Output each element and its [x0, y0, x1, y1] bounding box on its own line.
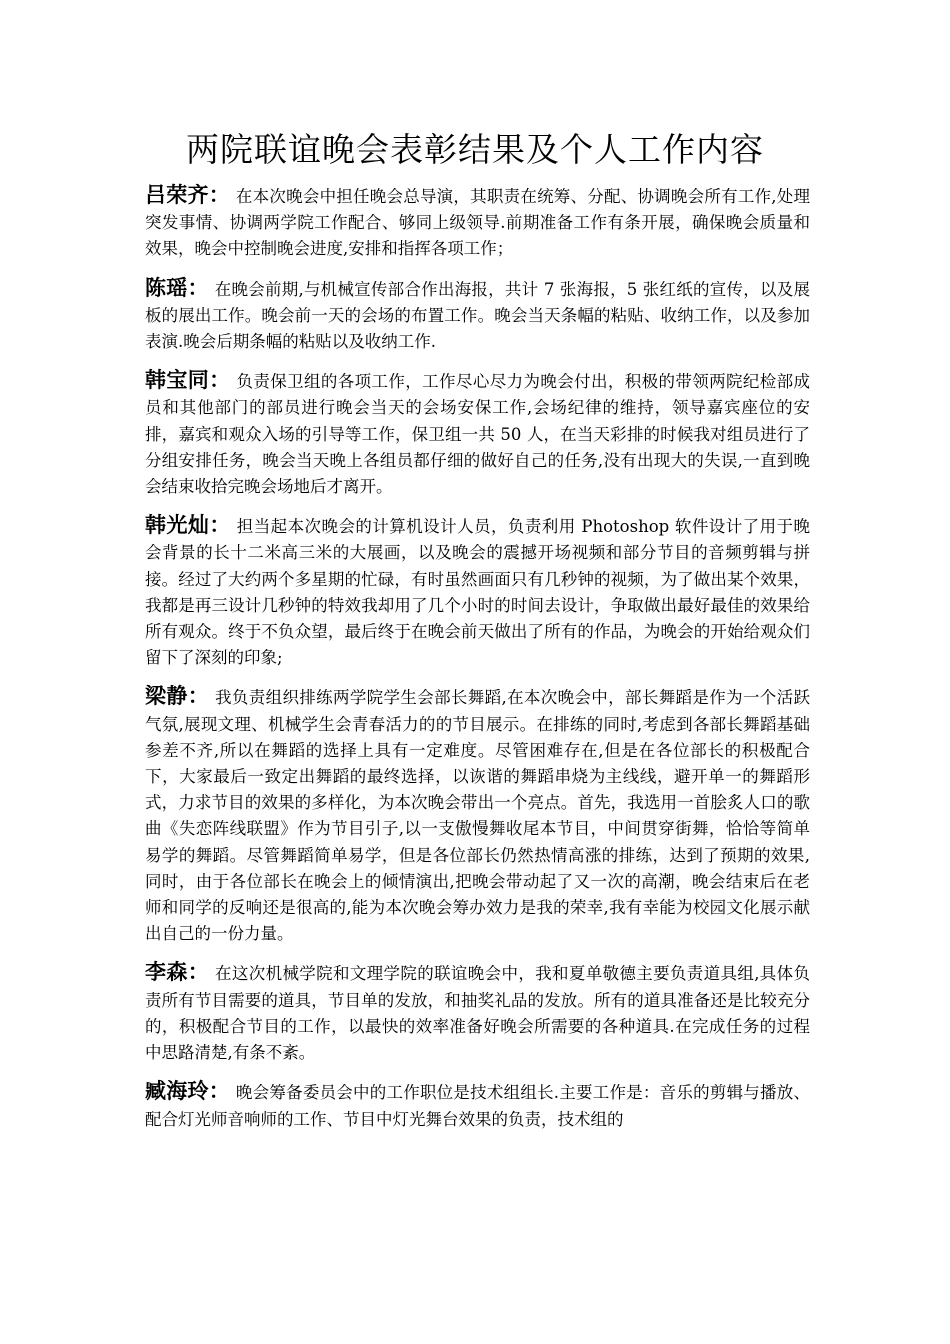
document-title: 两院联谊晚会表彰结果及个人工作内容 — [186, 130, 764, 169]
entry-name: 吕荣齐： — [145, 183, 230, 207]
entry-name: 韩宝同： — [145, 368, 231, 393]
entry-text: 在这次机械学院和文理学院的联谊晚会中，我和夏单敬德主要负责道具组,具体负责所有节目需要的道具，节目单的发放，和抽奖礼品的发放。所有的道具准备还是比较充分的，积极配合节目的工作，以最快的效率准备好晚会所需要的各种道具.在完成任务的过程中思路清楚,有条不紊。 — [145, 964, 810, 1063]
entry-text: 在晚会前期,与机械宣传部合作出海报，共计 7 张海报，5 张红纸的宣传，以及展板的展出工作。晚会前一天的会场的布置工作。晚会当天条幅的粘贴、收纳工作，以及参加表演.晚会后期条幅的粘贴以及收纳工作. — [145, 279, 810, 352]
entry-chen-yao — [145, 275, 810, 356]
entry-han-baotong — [145, 367, 810, 500]
entry-name: 臧海玲： — [145, 1079, 230, 1104]
entry-text: 负责保卫组的各项工作，工作尽心尽力为晚会付出，积极的带领两院纪检部成员和其他部门的部员进行晚会当天的会场安保工作,会场纪律的维持，领导嘉宾座位的安排，嘉宾和观众入场的引导等工作，保卫组一共 50 人，在当天彩排的时候我对组员进行了分组安排任务，晚会当天晚上各组员都仔细的做好自己的任务,没有出现大的失误,一直到晚会结束收拾完晚会场地后才离开。 — [145, 372, 811, 497]
entry-zang-hailing — [145, 1078, 810, 1132]
document-body — [145, 182, 810, 1145]
entry-name: 李森： — [145, 960, 210, 985]
entry-name: 韩光灿： — [145, 513, 231, 538]
entry-liang-jing — [145, 683, 810, 947]
entry-name: 陈瑶： — [145, 275, 209, 300]
entry-name: 梁静： — [145, 684, 210, 709]
entry-han-guangcan — [145, 512, 810, 671]
entry-lv-rongqi — [145, 182, 810, 263]
entry-li-sen — [145, 959, 810, 1066]
entry-text: 我负责组织排练两学院学生会部长舞蹈,在本次晚会中，部长舞蹈是作为一个活跃气氛,展现文理、机械学生会青春活力的的节目展示。在排练的同时,考虑到各部长舞蹈基础参差不齐,所以在舞蹈的选择上具有一定难度。尽管困难存在,但是在各位部长的积极配合下，大家最后一致定出舞蹈的最终选择，以诙谐的舞蹈串烧为主线线，避开单一的舞蹈形式，力求节目的效果的多样化，为本次晚会带出一个亮点。首先，我选用一首脍炙人口的歌曲《失恋阵线联盟》作为节目引子,以一支傲慢舞收尾本节目，中间贯穿街舞，恰恰等简单易学的舞蹈。尽管舞蹈简单易学，但是各位部长仍然热情高涨的排练，达到了预期的效果,同时，由于各位部长在晚会上的倾情演出,把晚会带动起了又一次的高潮，晚会结束后在老师和同学的反响还是很高的,能为本次晚会筹办效力是我的荣幸,我有幸能为校园文化展示献出自己的一份力量。 — [145, 688, 810, 944]
entry-text: 晚会筹备委员会中的工作职位是技术组组长.主要工作是：音乐的剪辑与播放、配合灯光师音响师的工作、节目中灯光舞台效果的负责，技术组的 — [145, 1083, 810, 1129]
entry-text: 担当起本次晚会的计算机设计人员，负责利用 Photoshop 软件设计了用于晚会背景的长十二米高三米的大展画，以及晚会的震撼开场视频和部分节目的音频剪辑与拼接。经过了大约两个多星期的忙碌，有时虽然画面只有几秒钟的视频，为了做出某个效果，我都是再三设计几秒钟的特效我却用了几个小时的时间去设计，争取做出最好最佳的效果给所有观众。终于不负众望，最后终于在晚会前天做出了所有的作品，为晚会的开始给观众们留下了深刻的印象; — [145, 517, 810, 668]
entry-text: 在本次晚会中担任晚会总导演，其职责在统筹、分配、协调晚会所有工作,处理突发事情、协调两学院工作配合、够同上级领导.前期准备工作有条开展，确保晚会质量和效果，晚会中控制晚会进度,安排和指挥各项工作； — [145, 187, 810, 259]
